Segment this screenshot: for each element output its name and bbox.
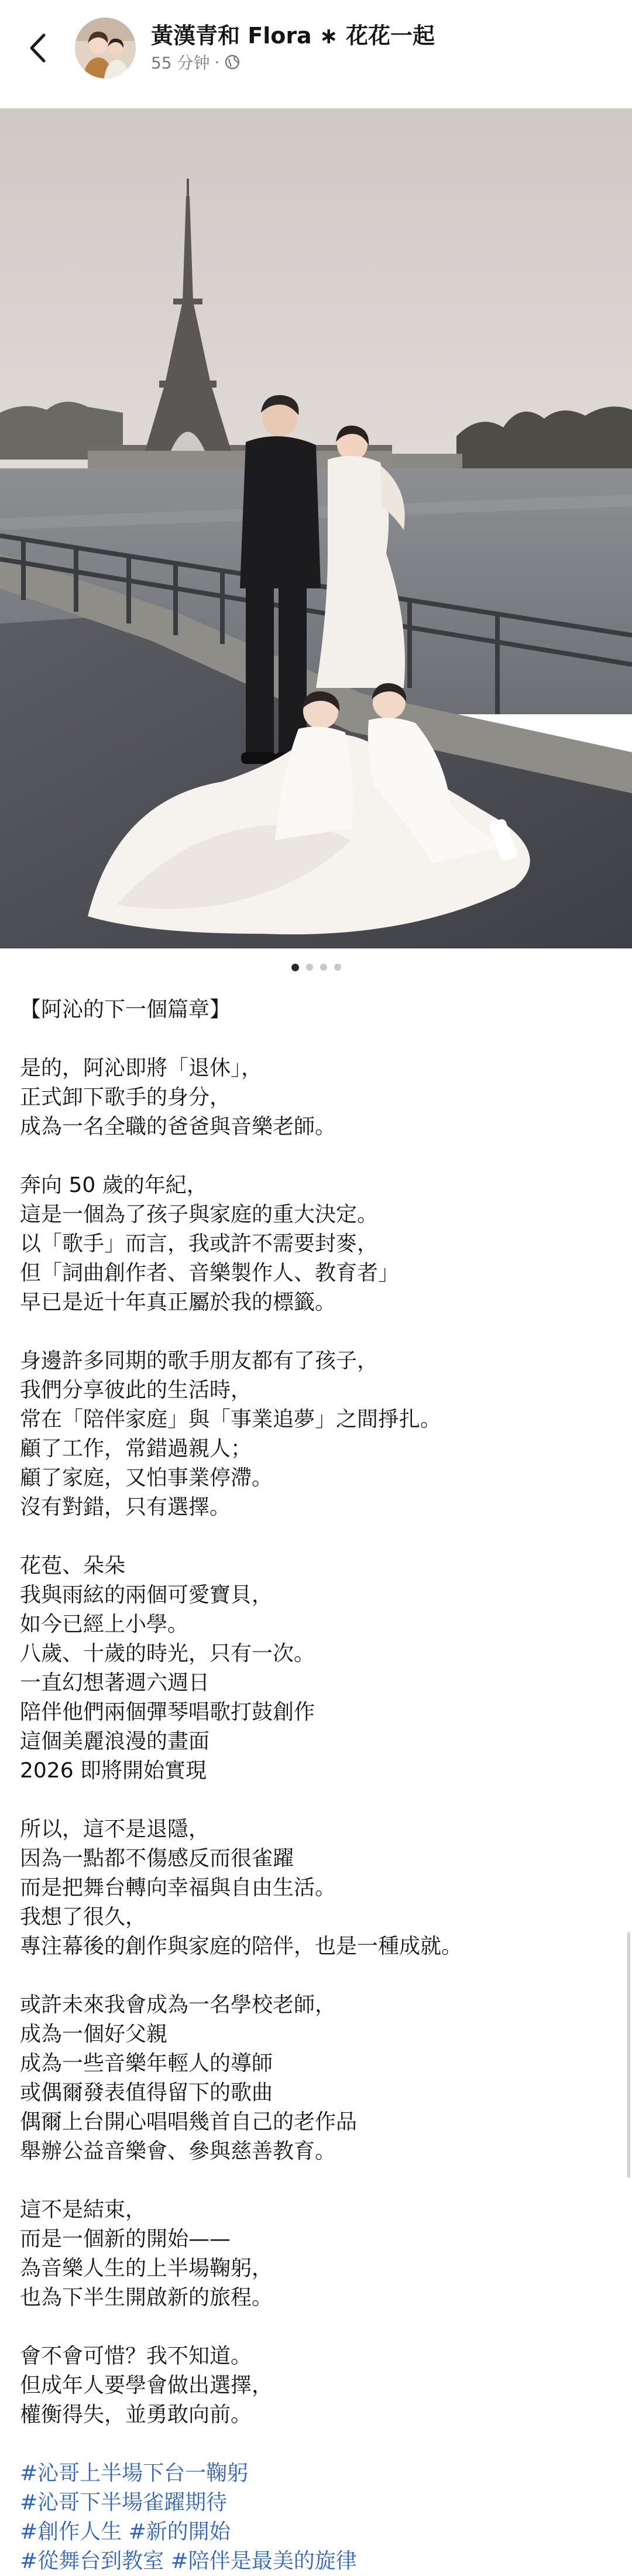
text-line: 權衡得失，並勇敢向前。 bbox=[20, 2403, 252, 2427]
text-line: 顧了家庭，又怕事業停滯。 bbox=[20, 1466, 273, 1490]
text-line: 成為一名全職的爸爸與音樂老師。 bbox=[20, 1115, 336, 1139]
paragraph bbox=[20, 1815, 605, 1961]
avatar[interactable] bbox=[75, 18, 136, 78]
paragraph bbox=[20, 1991, 605, 2166]
post-photo[interactable] bbox=[0, 108, 632, 948]
text-line: 奔向 50 歲的年紀， bbox=[20, 1173, 208, 1197]
paragraph bbox=[20, 1054, 605, 1142]
carousel-dot-2[interactable] bbox=[306, 964, 313, 971]
hashtag-link[interactable]: #陪伴是最美的旋律 bbox=[170, 2549, 357, 2573]
text-line: 但「詞曲創作者、音樂製作人、教育者」 bbox=[20, 1261, 400, 1285]
scrollbar[interactable] bbox=[627, 1932, 630, 2178]
text-line: 為音樂人生的上半場鞠躬， bbox=[20, 2256, 273, 2280]
text-line: 而是一個新的開始—— bbox=[20, 2227, 231, 2251]
text-line: 一直幻想著週六週日 bbox=[20, 1671, 210, 1695]
paragraph bbox=[20, 1171, 605, 1317]
back-button[interactable] bbox=[20, 25, 55, 71]
text-line: 早已是近十年真正屬於我的標籤。 bbox=[20, 1290, 336, 1314]
text-line: 常在「陪伴家庭」與「事業追夢」之間掙扎。 bbox=[20, 1407, 442, 1431]
text-line: 我與雨絃的兩個可愛寶貝， bbox=[20, 1583, 273, 1607]
text-line: 但成年人要學會做出選擇， bbox=[20, 2373, 273, 2397]
hashtag-link[interactable]: #沁哥下半場雀躍期待 bbox=[20, 2491, 228, 2515]
hashtag-link[interactable]: #從舞台到教室 bbox=[20, 2549, 164, 2573]
post-meta bbox=[151, 50, 241, 74]
author-name[interactable]: 黃漢青和 Flora ∗ 花花一起 bbox=[151, 23, 435, 49]
text-line: 舉辦公益音樂會、參與慈善教育。 bbox=[20, 2139, 336, 2163]
hashtag-link[interactable]: #新的開始 bbox=[128, 2520, 231, 2544]
paragraph bbox=[20, 2195, 605, 2313]
text-line: 成為一些音樂年輕人的導師 bbox=[20, 2051, 273, 2075]
post-body bbox=[20, 995, 605, 2576]
text-line: 正式卸下歌手的身分， bbox=[20, 1085, 231, 1109]
hashtag-link[interactable]: #沁哥上半場下台一鞠躬 bbox=[20, 2461, 249, 2485]
text-line: 這個美麗浪漫的畫面 bbox=[20, 1729, 210, 1753]
paragraph bbox=[20, 1347, 605, 1522]
globe-icon bbox=[224, 54, 241, 70]
text-line: 我們分享彼此的生活時， bbox=[20, 1378, 252, 1402]
post-header bbox=[0, 0, 632, 102]
meta-separator: · bbox=[214, 52, 220, 72]
text-line: 因為一點都不傷感反而很雀躍 bbox=[20, 1847, 294, 1871]
carousel-indicator[interactable] bbox=[0, 963, 632, 971]
carousel-dot-3[interactable] bbox=[320, 964, 327, 971]
text-line: 這不是結束， bbox=[20, 2198, 147, 2222]
text-line: 或許未來我會成為一名學校老師， bbox=[20, 1993, 336, 2017]
text-line: 會不會可惜？我不知道。 bbox=[20, 2344, 252, 2368]
text-line: 沒有對錯，只有選擇。 bbox=[20, 1495, 231, 1519]
text-line: 也為下半生開啟新的旅程。 bbox=[20, 2286, 273, 2310]
hashtag-block bbox=[20, 2459, 605, 2576]
paragraph bbox=[20, 1551, 605, 1786]
text-line: 我想了很久， bbox=[20, 1905, 147, 1929]
carousel-dot-1[interactable] bbox=[291, 964, 299, 971]
post-time: 55 分钟 bbox=[151, 53, 210, 73]
text-line: 身邊許多同期的歌手朋友都有了孩子， bbox=[20, 1349, 379, 1373]
text-line: 這是一個為了孩子與家庭的重大決定。 bbox=[20, 1203, 379, 1227]
text-line: 而是把舞台轉向幸福與自由生活。 bbox=[20, 1876, 336, 1900]
text-line: 成為一個好父親 bbox=[20, 2022, 168, 2046]
text-line: 以「歌手」而言，我或許不需要封麥， bbox=[20, 1232, 379, 1256]
text-line: 如今已經上小學。 bbox=[20, 1612, 189, 1636]
text-line: 所以，這不是退隱， bbox=[20, 1817, 210, 1841]
text-line: 八歲、十歲的時光，只有一次。 bbox=[20, 1642, 315, 1666]
paragraph bbox=[20, 2342, 605, 2430]
carousel-dot-4[interactable] bbox=[334, 964, 341, 971]
text-line: 專注幕後的創作與家庭的陪伴，也是一種成就。 bbox=[20, 1934, 463, 1958]
text-line: 是的，阿沁即將「退休」， bbox=[20, 1056, 263, 1080]
text-line: 2026 即將開始實現 bbox=[20, 1759, 207, 1783]
text-line: 陪伴他們兩個彈琴唱歌打鼓創作 bbox=[20, 1700, 315, 1724]
chevron-left-icon bbox=[29, 33, 46, 63]
text-line: 花苞、朵朵 bbox=[20, 1554, 126, 1578]
post-title: 【阿沁的下一個篇章】 bbox=[20, 998, 231, 1022]
text-line: 顧了工作，常錯過親人； bbox=[20, 1437, 252, 1461]
text-line: 或偶爾發表值得留下的歌曲 bbox=[20, 2081, 273, 2105]
hashtag-link[interactable]: #創作人生 bbox=[20, 2520, 122, 2544]
text-line: 偶爾上台開心唱唱幾首自己的老作品 bbox=[20, 2110, 358, 2134]
